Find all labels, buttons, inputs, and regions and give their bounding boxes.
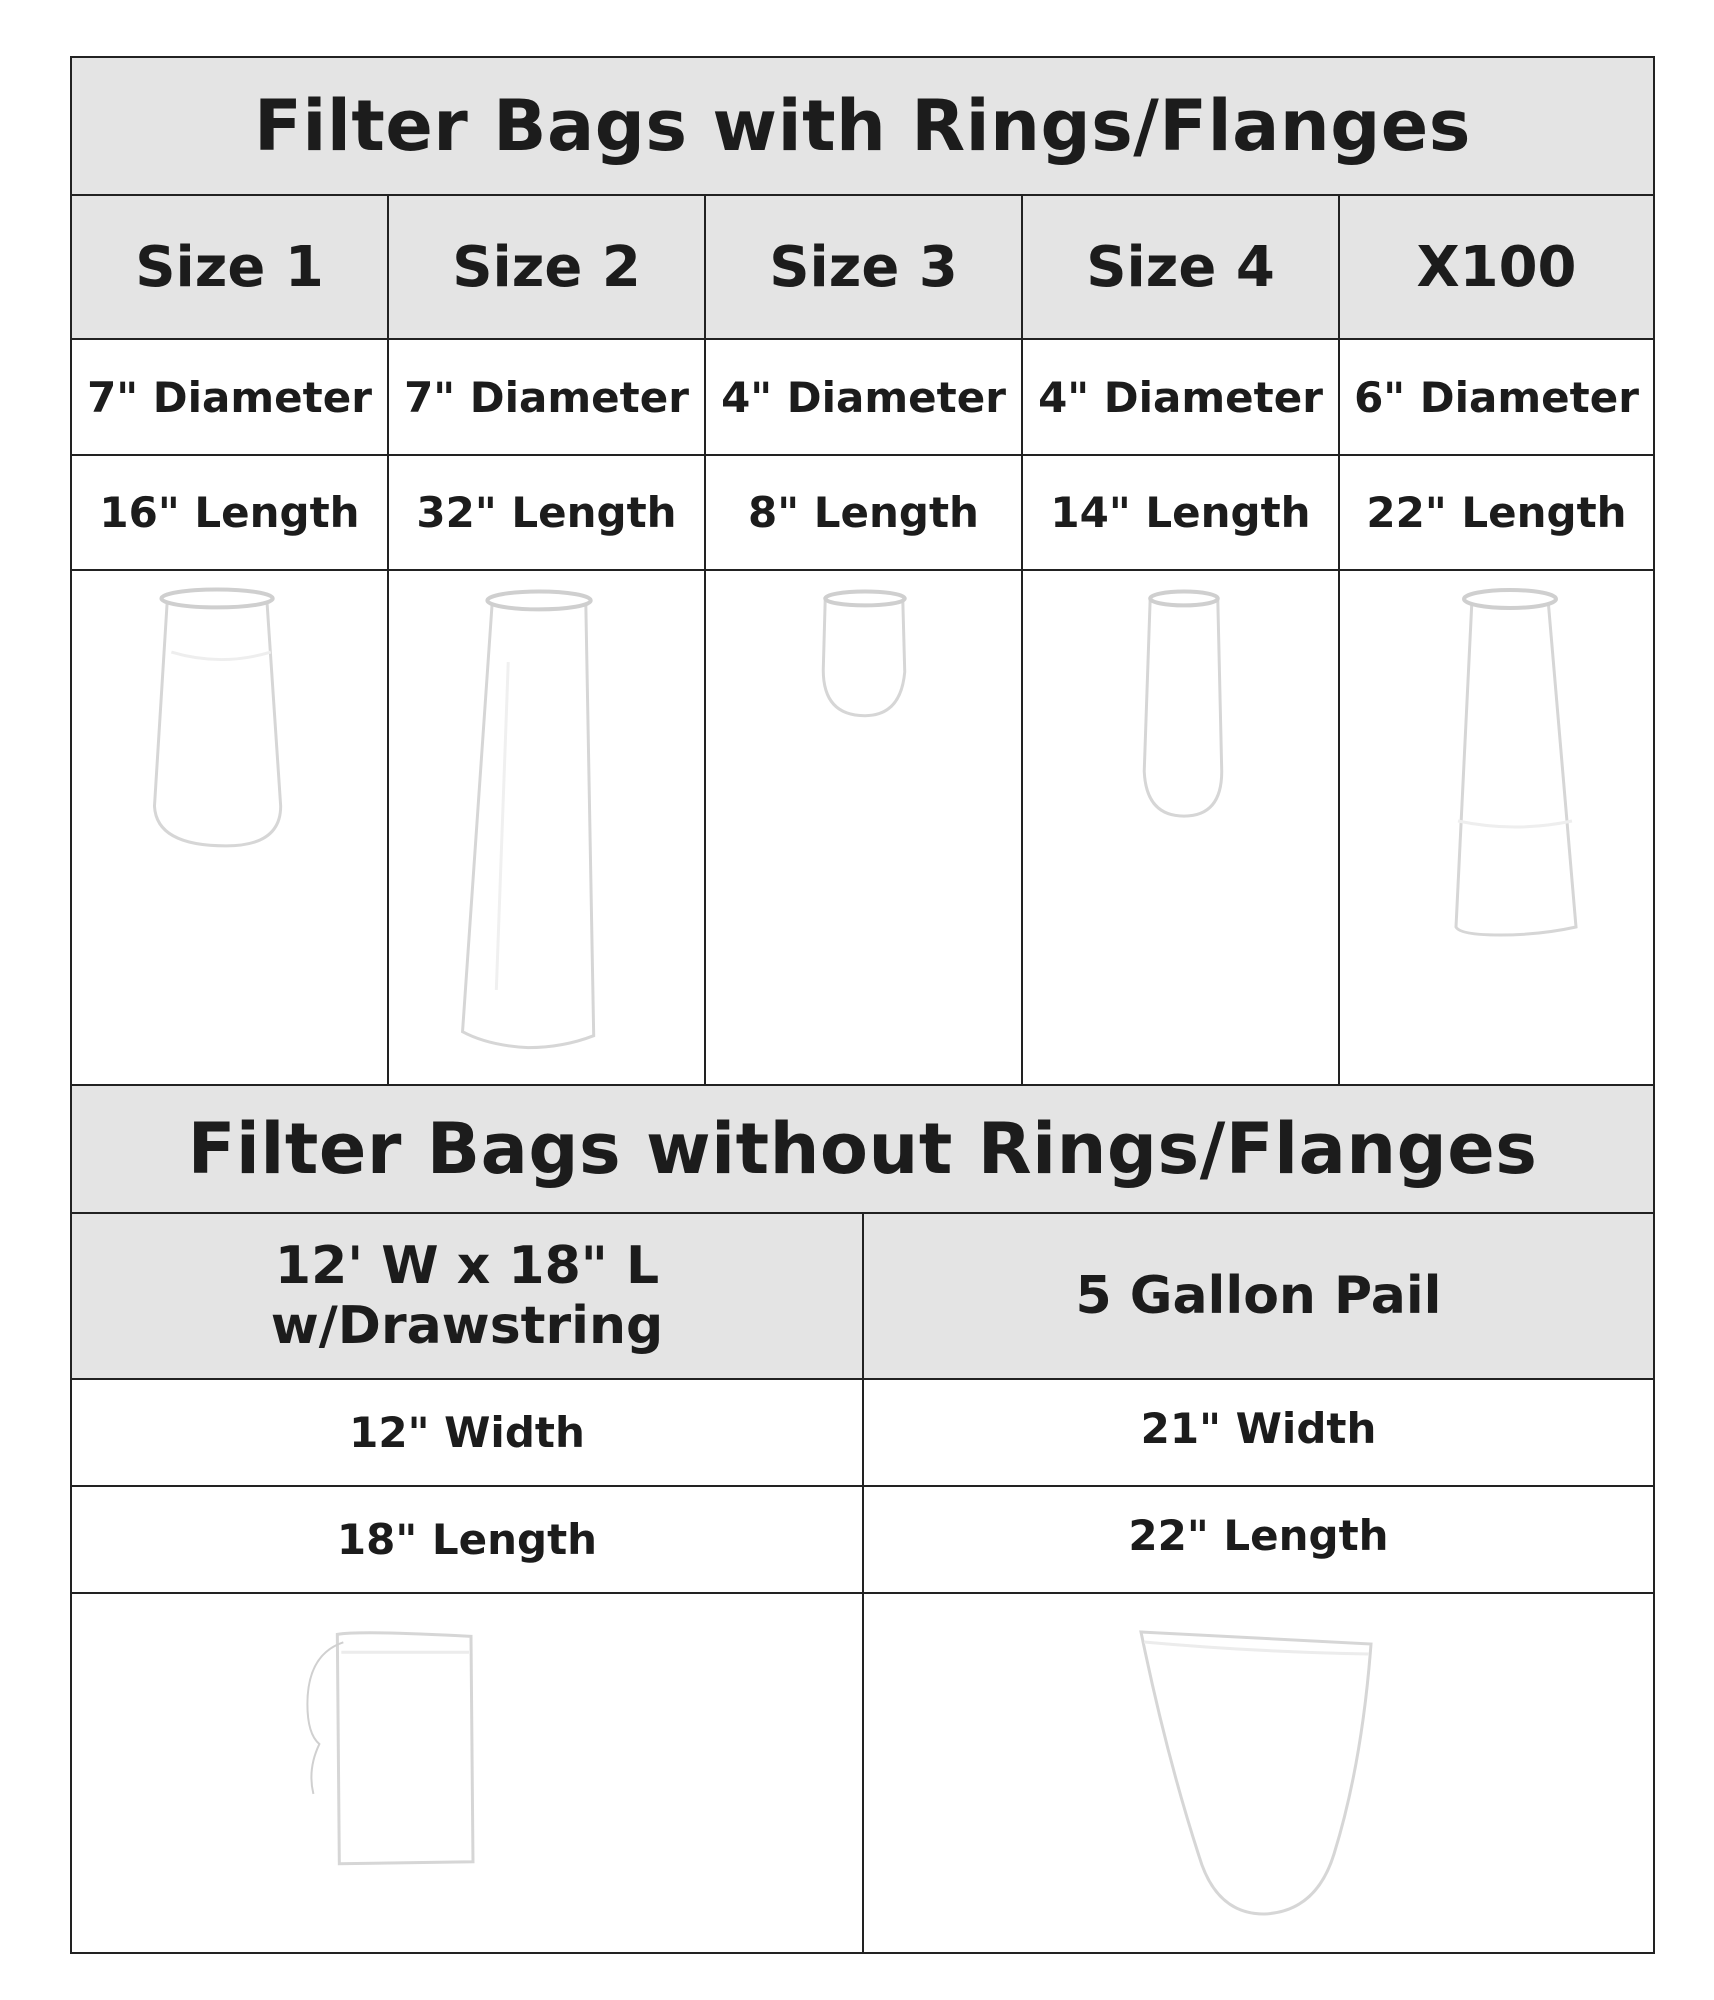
size-2-image-cell [389,571,706,1084]
size-4-image-cell [1023,571,1340,1084]
pail-filter-bag-image [864,1594,1653,1952]
size-2-length: 32" Length [389,456,706,569]
ringed-filter-bag-medium-image [1340,571,1657,1084]
no-rings-length-row [72,1487,1653,1594]
ringed-bag-image-row [72,571,1653,1086]
drawstring-bag-header: 12' W x 18" L w/Drawstring [72,1214,864,1378]
section-no-rings-title: Filter Bags without Rings/Flanges [187,1108,1538,1190]
size-header-row [72,196,1653,340]
size-2-header: Size 2 [389,196,706,338]
drawstring-filter-bag-image [72,1594,862,1952]
size-1-length: 16" Length [72,456,389,569]
drawstring-bag-length: 18" Length [72,1487,864,1592]
x100-length: 22" Length [1366,488,1627,537]
ringed-filter-bag-small-image [706,571,1021,1084]
ringed-filter-bag-narrow-image [1023,571,1338,1084]
size-1-diameter: 7" Diameter [72,340,389,454]
width-row [72,1380,1653,1487]
x100-diameter: 6" Diameter [1354,372,1639,422]
diameter-row [72,340,1653,456]
drawstring-bag-image-cell [72,1594,864,1952]
size-1-header: Size 1 [72,196,389,338]
size-2-diameter: 7" Diameter [389,340,706,454]
comparison-table [70,56,1655,1954]
section-rings-title: Filter Bags with Rings/Flanges [254,85,1471,167]
size-3-diameter: 4" Diameter [706,340,1023,454]
size-3-length: 8" Length [706,456,1023,569]
ringed-filter-bag-short-image [72,571,387,1084]
size-3-image-cell [706,571,1023,1084]
pail-bag-header: 5 Gallon Pail [1075,1266,1442,1326]
ringed-filter-bag-long-image [389,571,704,1084]
pail-bag-width: 21" Width [1140,1404,1377,1453]
size-1-image-cell [72,571,389,1084]
size-4-header: Size 4 [1023,196,1340,338]
section-rings-banner [72,58,1653,196]
length-row [72,456,1653,571]
pail-bag-length: 22" Length [1128,1511,1389,1560]
x100-header: X100 [1416,234,1577,300]
pail-bag-image-cell [864,1594,1653,1952]
x100-image-cell [1340,571,1657,1084]
no-rings-header-row [72,1214,1653,1380]
drawstring-bag-width: 12" Width [72,1380,864,1485]
size-3-header: Size 3 [706,196,1023,338]
no-rings-image-row [72,1594,1653,1952]
size-4-diameter: 4" Diameter [1023,340,1340,454]
size-4-length: 14" Length [1023,456,1340,569]
section-no-rings-banner [72,1086,1653,1214]
